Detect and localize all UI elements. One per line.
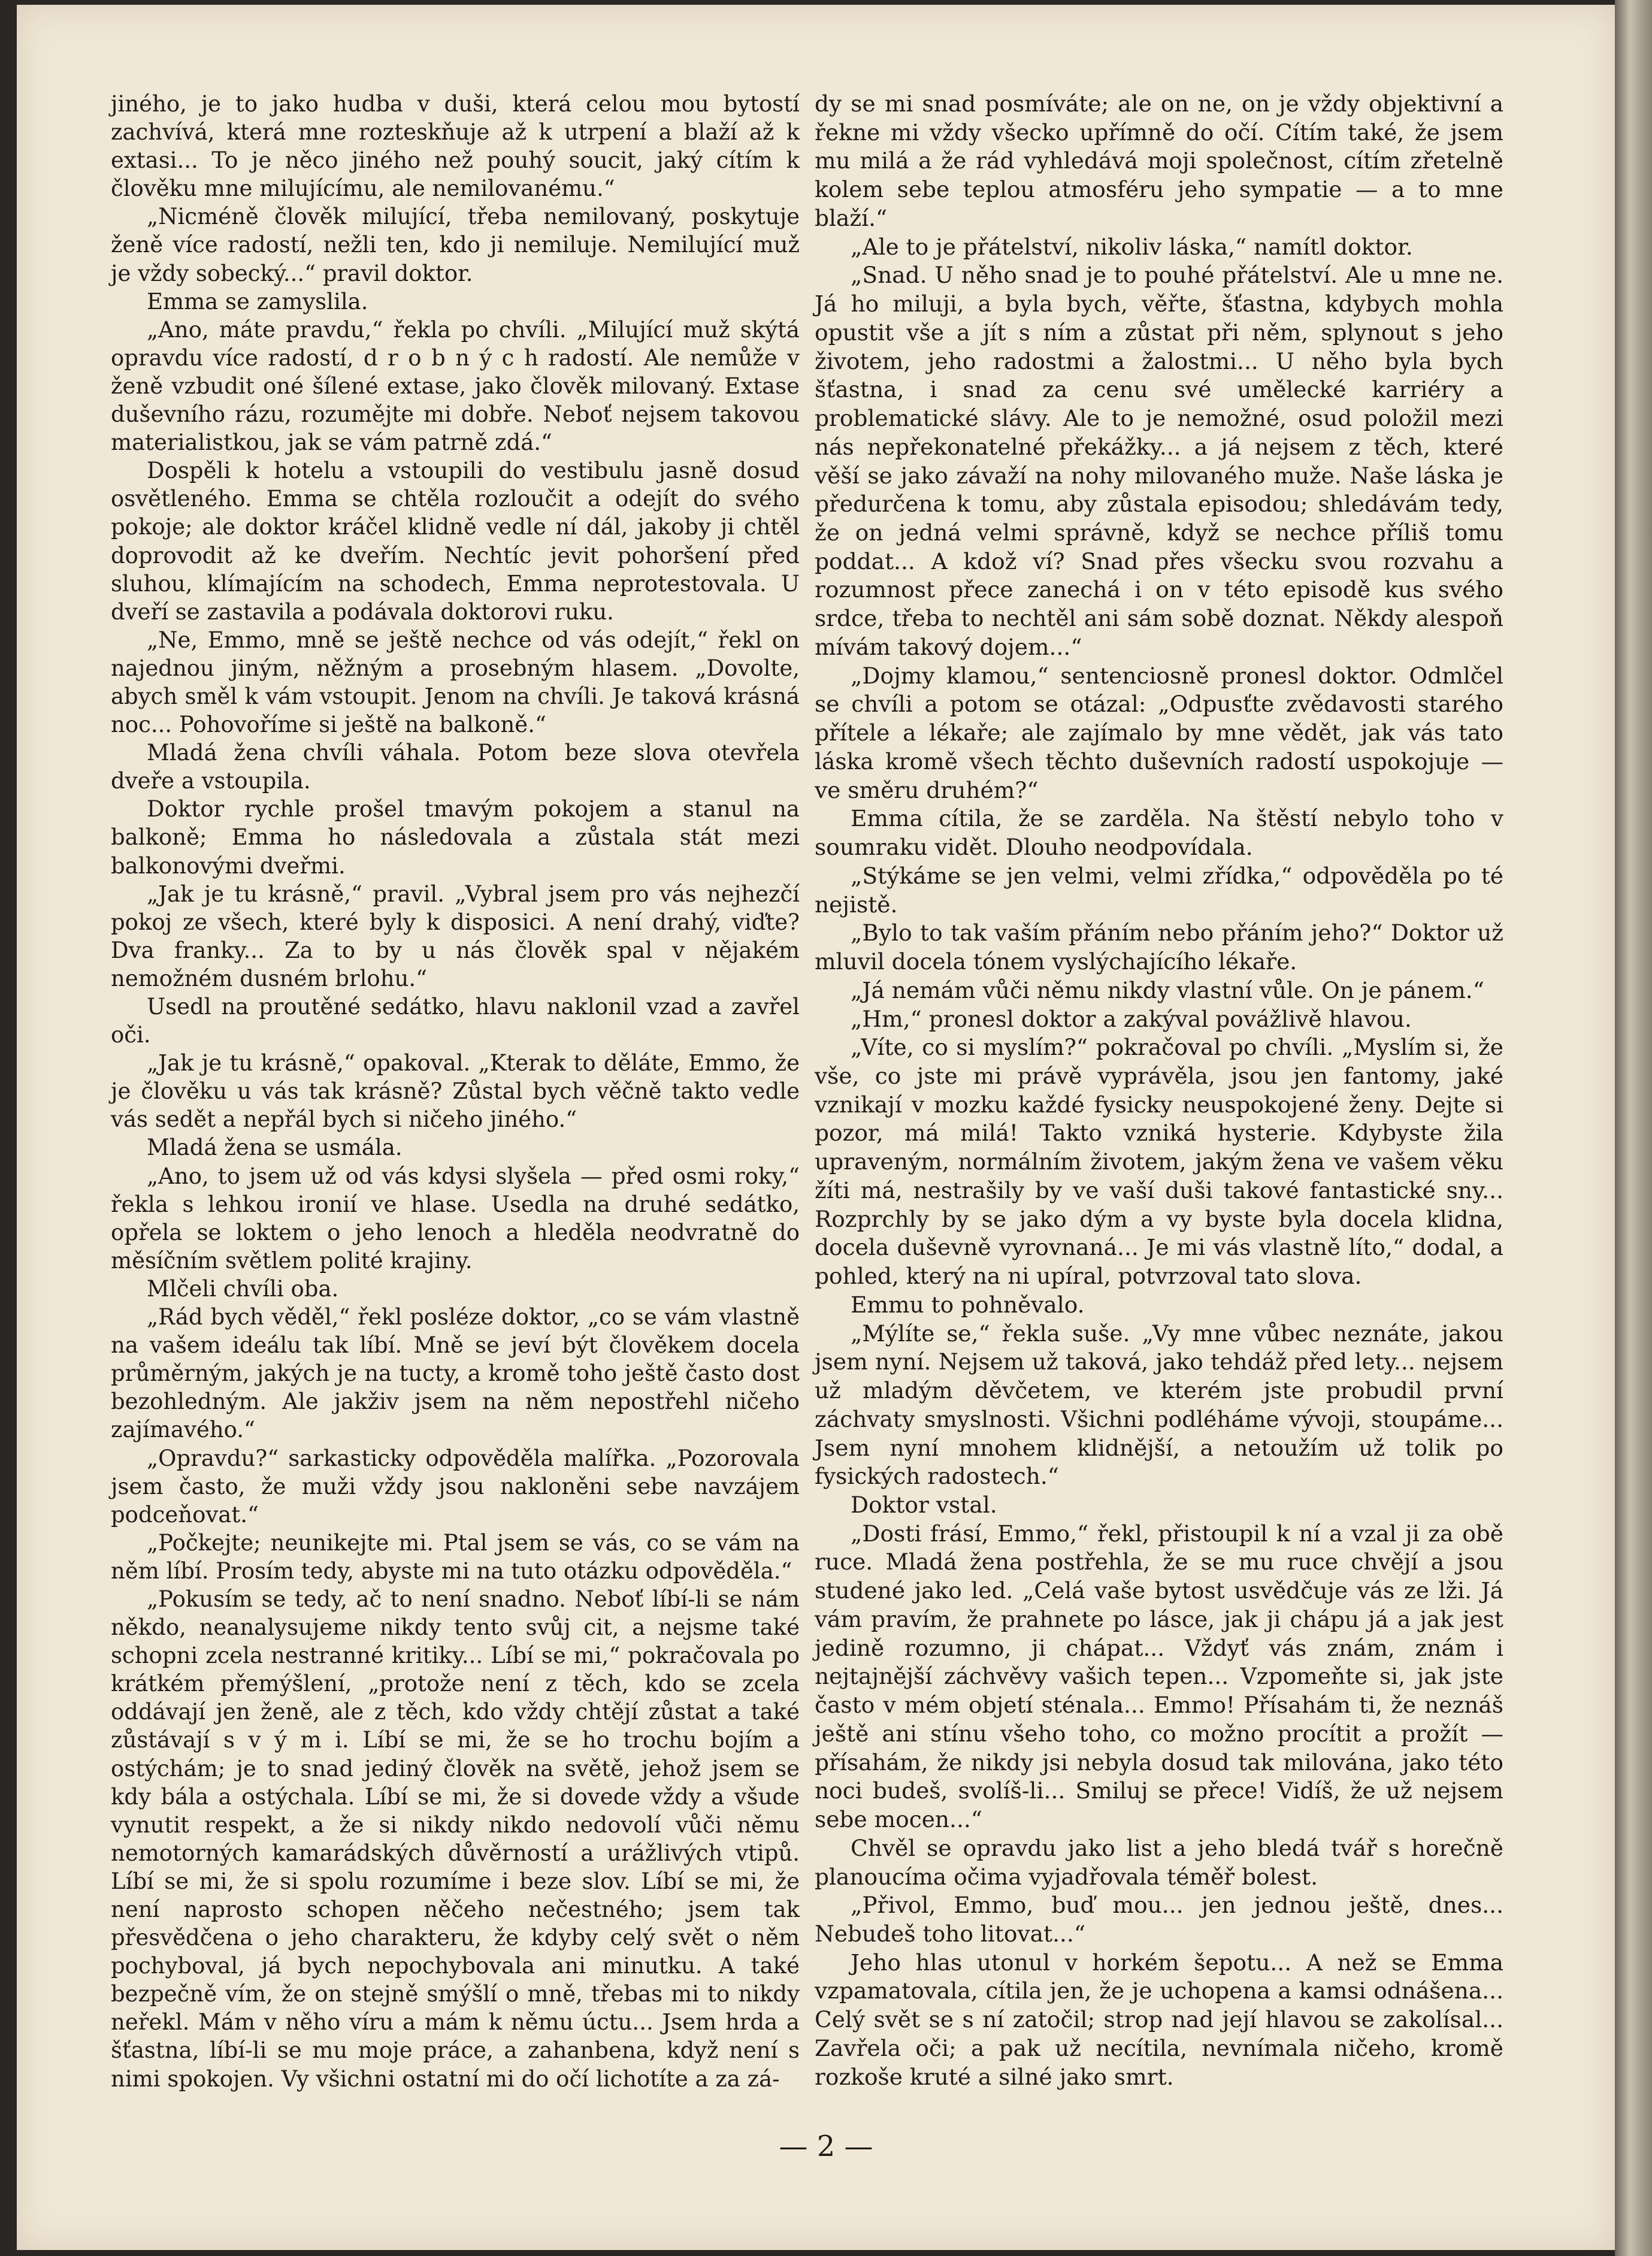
- paragraph: „Rád bych věděl,“ řekl posléze doktor, „co se vám vlastně na vašem ideálu tak líbí. Mně se jeví být člověkem docela průměrným, jakých je na tucty, a kromě toho ještě často dost bezohledným. Ale jakživ jsem na něm nepostřehl ničeho zajímavého.“: [111, 1304, 800, 1443]
- paragraph: dy se mi snad posmíváte; ale on ne, on je vždy objektivní a řekne mi vždy všecko upřímně do očí. Cítím také, že jsem mu milá a že rád vyhledává moji společnost, cítím zřetelně kolem sebe teplou atmosféru jeho sympatie — a to mne blaží.“: [815, 90, 1503, 231]
- paragraph: „Stýkáme se jen velmi, velmi zřídka,“ odpověděla po té nejistě.: [815, 862, 1503, 918]
- paragraph: Doktor rychle prošel tmavým pokojem a stanul na balkoně; Emma ho následovala a zůstala stát mezi balkonovými dveřmi.: [111, 796, 800, 879]
- paragraph: „Jak je tu krásně,“ pravil. „Vybral jsem pro vás nejhezčí pokoj ze všech, které byly k disposici. A není drahý, viďte? Dva franky... Za to by u nás člověk spal v nějakém nemožném dusném brlohu.“: [111, 881, 800, 991]
- paragraph: Usedl na proutěné sedátko, hlavu naklonil vzad a zavřel oči.: [111, 994, 800, 1048]
- paragraph: „Ale to je přátelství, nikoliv láska,“ namítl doktor.: [851, 233, 1413, 260]
- paragraph: „Mýlíte se,“ řekla suše. „Vy mne vůbec neznáte, jakou jsem nyní. Nejsem už taková, jako tehdáž před lety... nejsem už mladým děvčetem, ve kterém jste probudil první záchvaty smyslnosti. Všichni podléháme vývoji, stoupáme... Jsem nyní mnohem klidnější, a netoužím už tolik po fysických radostech.“: [815, 1320, 1503, 1490]
- paragraph: Jeho hlas utonul v horkém šepotu... A než se Emma vzpamatovala, cítila jen, že je uchopena a kamsi odnášena... Celý svět se s ní zatočil; strop nad její hlavou se zakolísal... Zavřela oči; a pak už necítila, nevnímala ničeho, kromě rozkoše kruté a silné jako smrt.: [815, 1949, 1503, 2090]
- paragraph: Chvěl se opravdu jako list a jeho bledá tvář s horečně planoucíma očima vyjadřovala téměř bolest.: [815, 1834, 1503, 1890]
- paragraph: Mlčeli chvíli oba.: [147, 1275, 339, 1302]
- paragraph: Emmu to pohněvalo.: [851, 1291, 1085, 1318]
- paragraph: „Bylo to tak vaším přáním nebo přáním jeho?“ Doktor už mluvil docela tónem vyslýchajícího lékaře.: [815, 920, 1503, 975]
- paragraph: „Jak je tu krásně,“ opakoval. „Kterak to děláte, Emmo, že je člověku u vás tak krásně? Zůstal bych věčně takto vedle vás sedět a nepřál bych si ničeho jiného.“: [111, 1050, 800, 1133]
- paragraph: „Dosti frásí, Emmo,“ řekl, přistoupil k ní a vzal ji za obě ruce. Mladá žena postřehla, že se mu ruce chvějí a jsou studené jako led. „Celá vaše bytost usvědčuje vás ze lži. Já vám pravím, že prahnete po lásce, jak ji chápu já a jak jest jedině rozumno, ji chápat... Vždyť vás znám, znám i nejtajnější záchvěvy vašich tepen... Vzpomeňte si, jak jste často v mém objetí sténala... Emmo! Přísahám ti, že neznáš ještě ani stínu všeho toho, co možno procítit a prožít — přísahám, že nikdy jsi nebyla dosud tak milována, jako této noci budeš, svolíš-li... Smiluj se přece! Vidíš, že už nejsem sebe mocen...“: [815, 1520, 1503, 1833]
- right-text-column: [815, 90, 1503, 2091]
- paragraph: Emma cítila, že se zarděla. Na štěstí nebylo toho v soumraku vidět. Dlouho neodpovídala.: [815, 805, 1503, 861]
- book-spine: [1615, 0, 1652, 2256]
- paragraph: „Víte, co si myslím?“ pokračoval po chvíli. „Myslím si, že vše, co jste mi právě vyprávěla, jsou jen fantomy, jaké vznikají v mozku každé fysicky neuspokojené ženy. Dejte si pozor, má milá! Takto vzniká hysterie. Kdybyste žila upraveným, normálním životem, jakým žena ve vašem věku žíti má, nestrašily by ve vaší duši takové fantastické sny... Rozprchly by se jako dým a vy byste byla docela klidna, docela duševně vyrovnaná... Je mi vás vlastně líto,“ dodal, a pohled, který na ni upíral, potvrzoval tato slova.: [815, 1034, 1503, 1290]
- paragraph: „Nicméně člověk milující, třeba nemilovaný, poskytuje ženě více radostí, nežli ten, kdo ji nemiluje. Nemilující muž je vždy sobecký...“ pravil doktor.: [111, 204, 800, 286]
- paragraph: „Hm,“ pronesl doktor a zakýval povážlivě hlavou.: [851, 1005, 1412, 1032]
- paragraph: „Ne, Emmo, mně se ještě nechce od vás odejít,“ řekl on najednou jiným, něžným a prosebným hlasem. „Dovolte, abych směl k vám vstoupit. Jenom na chvíli. Je taková krásná noc... Pohovoříme si ještě na balkoně.“: [111, 627, 800, 738]
- paragraph: Mladá žena chvíli váhala. Potom beze slova otevřela dveře a vstoupila.: [111, 740, 800, 794]
- paragraph: „Pokusím se tedy, ač to není snadno. Neboť líbí-li se nám někdo, neanalysujeme nikdy tento svůj cit, a nejsme také schopni zcela nestranné kritiky... Líbí se mi,“ pokračovala po krátkém přemýšlení, „protože není z těch, kdo se zcela oddávají jen ženě, ale z těch, kdo vždy chtějí zůstat a také zůstávají s v ý m i. Líbí se mi, že se ho trochu bojím a ostýchám; je to snad jediný člověk na světě, jehož jsem se kdy bála a ostýchala. Líbí se mi, že si dovede vždy a všude vynutit respekt, a že si nikdy nikdo nedovolí vůči němu nemotorných kamarádských důvěrností a urážlivých vtipů. Líbí se mi, že si spolu rozumíme i beze slov. Líbí se mi, že není naprosto schopen něčeho nečestného; jsem tak přesvědčena o jeho charakteru, že kdyby celý svět o něm pochyboval, já bych nepochybovala ani minutku. A také bezpečně vím, že on stejně smýšlí o mně, třebas mi to nikdy neřekl. Mám v něho víru a mám k němu úctu... Jsem hrda a šťastna, líbí-li se mu moje práce, a zahanbena, když není s nimi spokojen. Vy všichni ostatní mi do očí lichotíte a za zá-: [111, 1586, 800, 2092]
- paragraph: „Přivol, Emmo, buď mou... jen jednou ještě, dnes... Nebudeš toho litovat...“: [815, 1892, 1503, 1947]
- paragraph: „Já nemám vůči němu nikdy vlastní vůle. On je pánem.“: [851, 976, 1484, 1003]
- paragraph: „Ano, to jsem už od vás kdysi slyšela — před osmi roky,“ řekla s lehkou ironií ve hlase. Usedla na druhé sedátko, opřela se loktem o jeho lenoch a hleděla neodvratně do měsíčním světlem polité krajiny.: [111, 1163, 800, 1274]
- page-number: — 2 —: [779, 2130, 873, 2163]
- paragraph: „Opravdu?“ sarkasticky odpověděla malířka. „Pozorovala jsem často, že muži vždy jsou nakloněni sebe navzájem podceňovat.“: [111, 1445, 800, 1528]
- paragraph: Mladá žena se usmála.: [147, 1135, 403, 1161]
- paragraph: „Dojmy klamou,“ sentenciosně pronesl doktor. Odmlčel se chvíli a potom se otázal: „Odpusťte zvědavosti starého přítele a lékaře; ale zajímalo by mne vědět, jak vás tato láska kromě všech těchto duševních radostí uspokojuje — ve směru druhém?“: [815, 662, 1503, 803]
- paragraph: „Počkejte; neunikejte mi. Ptal jsem se vás, co se vám na něm líbí. Prosím tedy, abyste mi na tuto otázku odpověděla.“: [111, 1529, 800, 1584]
- paragraph: Doktor vstal.: [851, 1491, 997, 1518]
- paragraph: „Snad. U něho snad je to pouhé přátelství. Ale u mne ne. Já ho miluji, a byla bych, věřte, šťastna, kdybych mohla opustit vše a jít s ním a zůstat při něm, splynout s jeho životem, jeho radostmi a žalostmi... U něho byla bych šťastna, i snad za cenu své umělecké karriéry a problematické slávy. Ale to je nemožné, osud položil mezi nás nepřekonatelné překážky... a já nejsem z těch, které věší se jako závaží na nohy milovaného muže. Naše láska je předurčena k tomu, aby zůstala episodou; shledávám tedy, že on jedná velmi správně, když se nechce příliš tomu poddat... A kdož ví? Snad přes všecku svou rozvahu a rozumnost přece zanechá i on v této episodě kus svého srdce, třeba to nechtěl ani sám sobě doznat. Někdy alespoň mívám takový dojem...“: [815, 262, 1503, 660]
- paragraph: jiného, je to jako hudba v duši, která celou mou bytostí zachvívá, která mne rozteskňuje až k utrpení a blaží až k extasi... To je něco jiného než pouhý soucit, jaký cítím k člověku mne milujícímu, ale nemilovanému.“: [111, 91, 800, 202]
- left-text-column: [111, 90, 800, 2093]
- paragraph: Emma se zamyslila.: [147, 288, 368, 314]
- paragraph: „Ano, máte pravdu,“ řekla po chvíli. „Milující muž skýtá opravdu více radostí, d r o b n ý c h radostí. Ale nemůže v ženě vzbudit oné šílené extase, jako člověk milovaný. Extase duševního rázu, rozumějte mi dobře. Neboť nejsem takovou materialistkou, jak se vám patrně zdá.“: [111, 316, 800, 456]
- paragraph: Dospěli k hotelu a vstoupili do vestibulu jasně dosud osvětleného. Emma se chtěla rozloučit a odejít do svého pokoje; ale doktor kráčel klidně vedle ní dál, jakoby ji chtěl doprovodit až ke dveřím. Nechtíc jevit pohoršení před sluhou, klímajícím na schodech, Emma neprotestovala. U dveří se zastavila a podávala doktorovi ruku.: [111, 458, 800, 625]
